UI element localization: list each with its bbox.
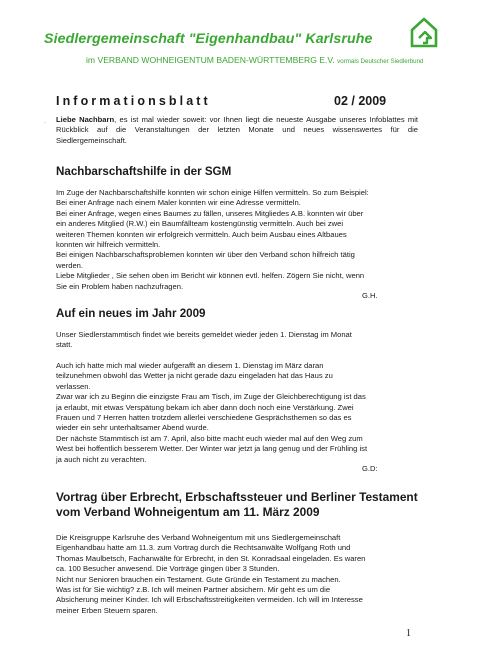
text-line: Nicht nur Senioren brauchen ein Testament. Gute Gründe ein Testament zu machen. xyxy=(56,574,341,584)
section-heading-nachbarschaftshilfe: Nachbarschaftshilfe in der SGM xyxy=(56,165,232,178)
section-heading-vortrag-line1: Vortrag über Erbrecht, Erbschaftssteuer und Berliner Testament xyxy=(56,490,418,504)
text-line: Auch ich hatte mich mal wieder aufgerafft an diesem 1. Dienstag im März daran xyxy=(56,361,324,370)
letterhead-subtitle xyxy=(86,55,423,65)
page-title: Informationsblatt xyxy=(56,94,211,108)
page-number: 1 xyxy=(406,628,411,639)
scan-speck: · xyxy=(44,120,46,126)
intro-text: , es ist mal wieder soweit: vor Ihnen liegt die neueste Ausgabe unseres Infoblattes mit Rückblick auf die Veranstaltungen der letzten Monate und neues wissenswertes für die Siedlergemeinschaft. xyxy=(56,115,418,145)
text-line: konnten wir hilfreich vermitteln. xyxy=(56,240,161,250)
text-line: Der nächste Stammtisch ist am 7. April, also bitte macht euch wieder mal auf den Weg zum xyxy=(56,433,363,443)
issue-number: 02 / 2009 xyxy=(334,94,387,108)
section-body-neues-jahr-b xyxy=(56,361,418,465)
text-line: Die Kreisgruppe Karlsruhe des Verband Wohneigentum mit uns Siedlergemeinschaft xyxy=(56,533,341,542)
text-line: Was ist für Sie wichtig? z.B. Ich will meinen Partner absichern. Mir geht es um die xyxy=(56,585,331,595)
text-line: Zwar war ich zu Beginn die einzigste Frau am Tisch, im Zuge der Gleichberechtigung ist das xyxy=(56,392,366,402)
section-heading-vortrag xyxy=(56,490,436,520)
text-line: meiner Erben Steuern sparen. xyxy=(56,605,158,615)
text-line: Im Zuge der Nachbarschaftshilfe konnten wir schon einige Hilfen vermitteln. So zum Beispiel: xyxy=(56,188,369,197)
text-line: Frauen und 7 Herren hatten trotzdem allerlei verschiedene Gesprächsthemen so das es xyxy=(56,413,352,423)
text-line: verlassen. xyxy=(56,381,91,391)
section-body-vortrag xyxy=(56,533,418,616)
text-line: Absicherung meiner Kinder. Ich will Erbschaftsstreitigkeiten vermeiden. Ich will im Interesse xyxy=(56,595,363,605)
text-line: West bei hoffentlich besserem Wetter. Der Winter war jetzt ja lang genug und der Frühling ist xyxy=(56,444,368,454)
text-line: ca. 100 Besucher anwesend. Die Vorträge gingen über 3 Stunden. xyxy=(56,564,280,574)
text-line: weiteren Themen konnten wir erfolgreich vermitteln. Auch beim Ausbau eines Altbaues xyxy=(56,229,347,239)
text-line: Bei einer Anfrage, wegen eines Baumes zu fällen, unseres Mitgliedes A.B. konnten wir über xyxy=(56,208,364,218)
text-line: ein anderes Mitglied (R.W.) ein Baumfällteam kostengünstig vermitteln. Auch bei zwei xyxy=(56,219,344,229)
letterhead-subtitle-small: vormals Deutscher Siedlerbund xyxy=(337,58,424,65)
house-logo-icon xyxy=(410,16,438,48)
text-line: Bei einigen Nachbarschaftsproblemen konnten wir über den Verband schon hilfreich tätig xyxy=(56,250,355,260)
signature-gh: G.H. xyxy=(362,291,378,300)
text-line: Eigenhandbau hatte am 11.3. zum Vortrag durch die Rechtsanwälte Wolfgang Roth und xyxy=(56,543,351,553)
intro-salutation: Liebe Nachbarn xyxy=(56,115,115,124)
letterhead-subtitle-main: im VERBAND WOHNEIGENTUM BADEN-WÜRTTEMBERG E.V. xyxy=(86,55,335,65)
text-line: ja auch nicht zu verachten. xyxy=(56,454,147,464)
text-line: Sie ein Problem haben nachzufragen. xyxy=(56,281,184,291)
section-body-nachbarschaftshilfe xyxy=(56,188,418,292)
text-line: Bei einer Anfrage nach einem Maler konnten wir eine Adresse vermitteln. xyxy=(56,198,301,208)
text-line: ja erlaubt, mit etwas Verspätung bekam ich aber dann doch noch eine Verstärkung. Zwei xyxy=(56,402,354,412)
text-line: wieder ein sehr unterhaltsamer Abend wurde. xyxy=(56,423,209,433)
text-line: Thomas Maulbetsch, Fachanwälte für Erbrecht, in den St. Konradsaal eingeladen. Es waren xyxy=(56,553,366,563)
section-heading-vortrag-line2: vom Verband Wohneigentum am 11. März 2009 xyxy=(56,505,320,519)
text-line: teilzunehmen obwohl das Wetter ja nicht gerade dazu eingeladen hat das Haus zu xyxy=(56,371,333,381)
section-heading-neues-jahr: Auf ein neues im Jahr 2009 xyxy=(56,307,206,320)
text-line: statt. xyxy=(56,340,73,350)
letterhead-title: Siedlergemeinschaft "Eigenhandbau" Karlsruhe xyxy=(44,31,373,47)
signature-gd: G.D: xyxy=(362,464,378,473)
section-body-neues-jahr-a xyxy=(56,330,418,351)
text-line: Unser Siedlerstammtisch findet wie bereits gemeldet wieder jeden 1. Dienstag im Monat xyxy=(56,330,352,339)
text-line: Liebe Mitglieder , Sie sehen oben im Bericht wir können evtl. helfen. Zögern Sie nicht, wenn xyxy=(56,271,365,281)
intro-paragraph xyxy=(56,115,418,146)
text-line: werden. xyxy=(56,260,84,270)
